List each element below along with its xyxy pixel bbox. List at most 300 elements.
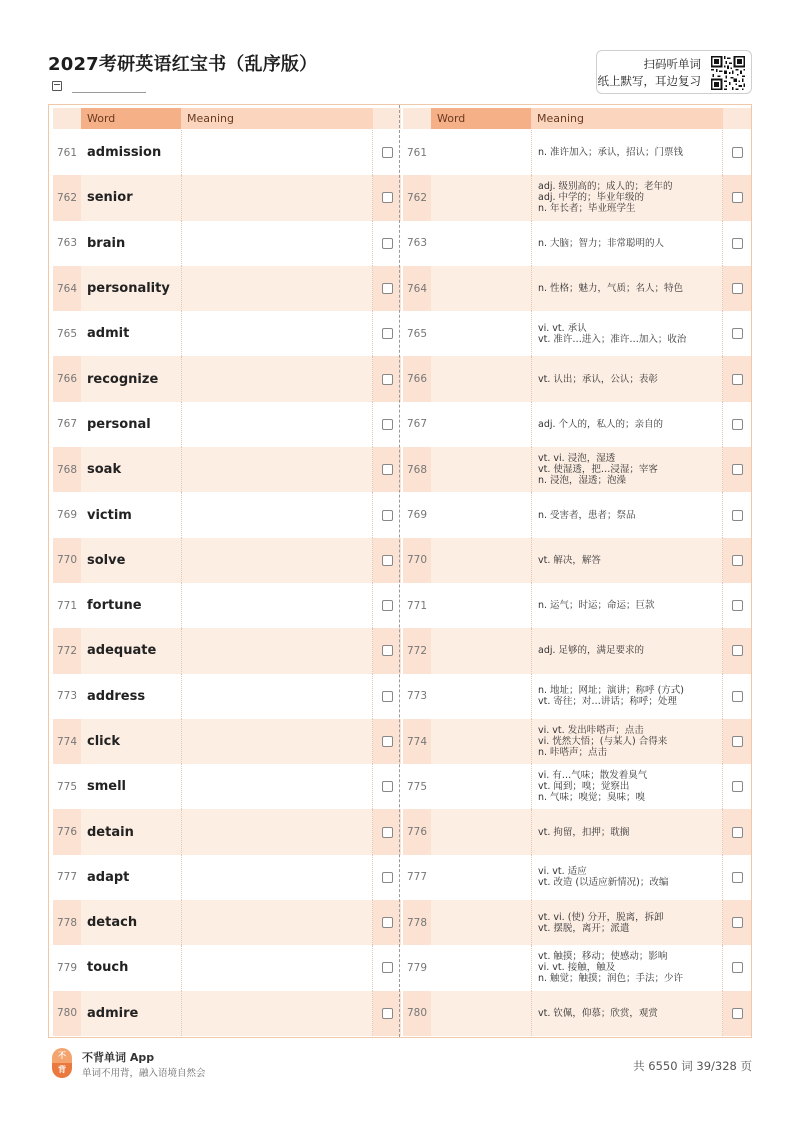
header-check-cell (723, 108, 751, 129)
row-checkbox-cell (373, 583, 401, 628)
word-blank (431, 991, 531, 1036)
row-number: 765 (406, 327, 428, 340)
meaning-blank (181, 583, 373, 628)
row-number: 763 (56, 237, 78, 250)
word-blank (431, 719, 531, 764)
table-row (53, 583, 401, 628)
meaning-line: n. 大脑；智力；非常聪明的人 (538, 237, 665, 249)
meaning-column-header (403, 108, 751, 129)
row-checkbox-cell (723, 356, 751, 401)
table-row (53, 266, 401, 311)
meaning-blank (181, 221, 373, 266)
meaning-text (531, 538, 723, 583)
header-word: Word (81, 108, 181, 129)
word-blank (431, 583, 531, 628)
meaning-blank (181, 809, 373, 854)
row-checkbox-cell (373, 945, 401, 990)
table-row (53, 764, 401, 809)
meaning-text (531, 719, 723, 764)
qr-line-1: 扫码听单词 (643, 57, 701, 71)
word-sheet (48, 104, 752, 1038)
word-text: fortune (87, 598, 142, 614)
row-number: 768 (403, 447, 431, 492)
word-blank (431, 130, 531, 175)
word-blank (431, 266, 531, 311)
table-row (403, 583, 751, 628)
meaning-line: vt. 准许…进入；准许…加入；收治 (538, 333, 687, 345)
row-number: 773 (56, 690, 78, 703)
table-row (53, 855, 401, 900)
meaning-line: adj. 个人的，私人的；亲自的 (538, 418, 664, 430)
meaning-line: adj. 中学的；毕业年级的 (538, 192, 645, 204)
checkbox[interactable] (382, 283, 393, 294)
word-blank (431, 492, 531, 537)
row-number: 771 (406, 599, 428, 612)
app-slogan: 单词不用背，融入语境自然会 (82, 1068, 206, 1079)
row-number: 780 (403, 991, 431, 1036)
qr-line-2: 纸上默写，耳边复习 (597, 74, 701, 88)
row-number: 770 (403, 538, 431, 583)
table-row (53, 175, 401, 220)
checkbox[interactable] (382, 238, 393, 249)
table-row (403, 130, 751, 175)
table-row (53, 628, 401, 673)
table-row (403, 175, 751, 220)
checkbox[interactable] (732, 781, 743, 792)
word-blank (431, 402, 531, 447)
meaning-line: n. 性格；魅力，气质；名人；特色 (538, 283, 684, 295)
meaning-text (531, 764, 723, 809)
checkbox[interactable] (732, 328, 743, 339)
word-text: solve (87, 552, 126, 568)
table-row (53, 900, 401, 945)
meaning-text (531, 628, 723, 673)
row-checkbox-cell (373, 538, 401, 583)
meaning-text (531, 809, 723, 854)
row-checkbox-cell (373, 402, 401, 447)
meaning-text (531, 356, 723, 401)
meaning-text (531, 175, 723, 220)
row-number: 771 (56, 599, 78, 612)
qr-code-icon[interactable] (711, 56, 745, 90)
meaning-line: n. 地址；网址；演讲；称呼 (方式) (538, 685, 684, 697)
meaning-line: n. 气味；嗅觉；臭味；嗅 (538, 792, 646, 804)
meaning-line: vt. 使湿透，把…浸湿；宰客 (538, 464, 658, 476)
row-number: 779 (406, 961, 428, 974)
table-row (403, 674, 751, 719)
row-checkbox-cell (373, 809, 401, 854)
meaning-line: vt. 认出；承认，公认；表彰 (538, 373, 658, 385)
checkbox[interactable] (382, 374, 393, 385)
meaning-blank (181, 900, 373, 945)
meaning-line: n. 运气；时运；命运；巨款 (538, 600, 655, 612)
meaning-blank (181, 991, 373, 1036)
meaning-text (531, 674, 723, 719)
row-checkbox-cell (373, 221, 401, 266)
word-column-header (53, 108, 401, 129)
table-row (403, 311, 751, 356)
row-number: 766 (403, 356, 431, 401)
checkbox[interactable] (382, 192, 393, 203)
meaning-line: vi. vt. 适应 (538, 866, 587, 878)
row-checkbox-cell (373, 311, 401, 356)
meaning-text (531, 945, 723, 990)
row-number: 780 (53, 991, 81, 1036)
row-checkbox-cell (723, 674, 751, 719)
checkbox[interactable] (732, 283, 743, 294)
meaning-line: vt. 解决，解答 (538, 554, 601, 566)
row-number: 769 (406, 509, 428, 522)
row-number: 764 (53, 266, 81, 311)
row-number: 776 (403, 809, 431, 854)
table-row (53, 945, 401, 990)
checkbox[interactable] (732, 736, 743, 747)
row-checkbox-cell (723, 447, 751, 492)
row-checkbox-cell (373, 628, 401, 673)
row-checkbox-cell (373, 719, 401, 764)
checkbox[interactable] (382, 510, 393, 521)
date-blank-line (72, 92, 146, 93)
row-checkbox-cell (723, 991, 751, 1036)
table-row (403, 402, 751, 447)
row-checkbox-cell (373, 764, 401, 809)
row-checkbox-cell (373, 130, 401, 175)
table-row (53, 402, 401, 447)
word-text: senior (87, 190, 133, 206)
table-row (403, 855, 751, 900)
meaning-line: vt. 拘留，扣押；耽搁 (538, 826, 630, 838)
checkbox[interactable] (732, 645, 743, 656)
meaning-line: vt. 摆脱，离开；派遣 (538, 922, 630, 934)
row-checkbox-cell (723, 855, 751, 900)
meaning-line: n. 触觉；触摸；润色；手法；少许 (538, 973, 684, 985)
meaning-text (531, 130, 723, 175)
meaning-line: vt. vi. 浸泡，湿透 (538, 453, 616, 465)
page-info: 共 6550 词 39/328 页 (633, 1059, 752, 1073)
table-row (53, 311, 401, 356)
row-number: 767 (56, 418, 78, 431)
word-blank (431, 311, 531, 356)
table-row (403, 719, 751, 764)
table-row (403, 221, 751, 266)
word-blank (431, 447, 531, 492)
meaning-text (531, 266, 723, 311)
word-text: soak (87, 462, 122, 478)
meaning-line: vt. 钦佩，仰慕；欣赏，观赏 (538, 1007, 658, 1019)
row-number: 778 (53, 900, 81, 945)
row-checkbox-cell (723, 538, 751, 583)
checkbox[interactable] (382, 419, 393, 430)
row-number: 777 (56, 871, 78, 884)
meaning-text (531, 311, 723, 356)
word-text: smell (87, 779, 127, 795)
meaning-blank (181, 311, 373, 356)
row-checkbox-cell (723, 583, 751, 628)
word-blank (431, 221, 531, 266)
table-row (53, 719, 401, 764)
checkbox[interactable] (732, 872, 743, 883)
meaning-text (531, 447, 723, 492)
meaning-line: adj. 级别高的；成人的；老年的 (538, 181, 673, 193)
meaning-blank (181, 628, 373, 673)
row-number: 761 (56, 146, 78, 159)
row-checkbox-cell (723, 809, 751, 854)
word-blank (431, 674, 531, 719)
meaning-rows (403, 130, 751, 1036)
table-row (403, 991, 751, 1036)
row-number: 764 (403, 266, 431, 311)
checkbox[interactable] (732, 555, 743, 566)
meaning-blank (181, 855, 373, 900)
meaning-column (403, 105, 751, 1037)
meaning-line: vi. vt. 发出咔嗒声；点击 (538, 725, 644, 736)
table-row (53, 991, 401, 1036)
meaning-blank (181, 764, 373, 809)
header-number-cell (403, 108, 431, 129)
table-row (403, 945, 751, 990)
checkbox[interactable] (732, 600, 743, 611)
checkbox[interactable] (382, 827, 393, 838)
row-checkbox-cell (723, 945, 751, 990)
checkbox[interactable] (732, 192, 743, 203)
checkbox[interactable] (382, 600, 393, 611)
app-logo (52, 1048, 72, 1078)
row-number: 767 (406, 418, 428, 431)
row-checkbox-cell (723, 764, 751, 809)
word-text: adapt (87, 869, 130, 885)
checkbox[interactable] (382, 781, 393, 792)
row-number: 770 (53, 538, 81, 583)
meaning-line: vt. 触摸；移动；使感动；影响 (538, 951, 668, 963)
table-row (403, 809, 751, 854)
meaning-blank (181, 674, 373, 719)
meaning-line: vt. 改造 (以适应新情况)；改编 (538, 877, 669, 889)
row-checkbox-cell (723, 175, 751, 220)
row-checkbox-cell (373, 900, 401, 945)
meaning-line: n. 浸泡，湿透；泡澡 (538, 475, 627, 487)
checkbox[interactable] (382, 962, 393, 973)
row-number: 765 (56, 327, 78, 340)
word-text: address (87, 688, 146, 704)
row-checkbox-cell (373, 492, 401, 537)
meaning-line: vi. vt. 承认 (538, 322, 587, 334)
table-row (403, 628, 751, 673)
table-row (53, 356, 401, 401)
logo-top: 不 (52, 1048, 72, 1063)
meaning-line: vi. 恍然大悟；(与某人) 合得来 (538, 736, 668, 747)
checkbox[interactable] (732, 464, 743, 475)
row-number: 779 (56, 961, 78, 974)
table-row (53, 538, 401, 583)
meaning-blank (181, 266, 373, 311)
row-number: 778 (403, 900, 431, 945)
word-text: admire (87, 1005, 139, 1021)
meaning-line: vi. vt. 接触，触及 (538, 962, 616, 974)
checkbox[interactable] (732, 917, 743, 928)
word-text: detain (87, 824, 134, 840)
row-number: 776 (53, 809, 81, 854)
word-blank (431, 900, 531, 945)
meaning-blank (181, 447, 373, 492)
word-blank (431, 855, 531, 900)
row-checkbox-cell (373, 991, 401, 1036)
meaning-line: adj. 足够的，满足要求的 (538, 645, 645, 657)
checkbox[interactable] (732, 374, 743, 385)
row-checkbox-cell (373, 356, 401, 401)
checkbox[interactable] (732, 238, 743, 249)
meaning-text (531, 402, 723, 447)
row-checkbox-cell (723, 900, 751, 945)
word-blank (431, 945, 531, 990)
meaning-line: vt. vi. (使) 分开，脱离，拆卸 (538, 911, 664, 923)
meaning-text (531, 900, 723, 945)
calendar-icon (52, 81, 62, 91)
checkbox[interactable] (732, 827, 743, 838)
row-number: 761 (406, 146, 428, 159)
header-check-cell (373, 108, 401, 129)
header-word: Word (431, 108, 531, 129)
checkbox[interactable] (382, 872, 393, 883)
checkbox[interactable] (732, 510, 743, 521)
row-checkbox-cell (373, 266, 401, 311)
header-meaning: Meaning (531, 108, 723, 129)
row-number: 762 (403, 175, 431, 220)
fold-divider (399, 105, 400, 1037)
meaning-text (531, 492, 723, 537)
word-text: admit (87, 326, 130, 342)
word-blank (431, 175, 531, 220)
meaning-blank (181, 356, 373, 401)
meaning-blank (181, 538, 373, 583)
meaning-text (531, 221, 723, 266)
table-row (403, 900, 751, 945)
word-blank (431, 809, 531, 854)
table-row (403, 764, 751, 809)
meaning-line: n. 年长者；毕业班学生 (538, 203, 636, 215)
checkbox[interactable] (382, 691, 393, 702)
row-number: 777 (406, 871, 428, 884)
row-checkbox-cell (373, 175, 401, 220)
table-row (53, 674, 401, 719)
app-name: 不背单词 App (82, 1051, 155, 1064)
row-number: 766 (53, 356, 81, 401)
meaning-text (531, 991, 723, 1036)
checkbox[interactable] (732, 1008, 743, 1019)
checkbox[interactable] (382, 464, 393, 475)
meaning-line: n. 咔嗒声；点击 (538, 747, 608, 758)
checkbox[interactable] (382, 1008, 393, 1019)
row-number: 762 (53, 175, 81, 220)
word-text: adequate (87, 643, 157, 659)
row-number: 774 (53, 719, 81, 764)
checkbox[interactable] (732, 147, 743, 158)
word-rows (53, 130, 401, 1036)
table-row (403, 356, 751, 401)
row-checkbox-cell (723, 311, 751, 356)
row-number: 768 (53, 447, 81, 492)
qr-caption (598, 56, 702, 90)
meaning-blank (181, 492, 373, 537)
table-row (403, 266, 751, 311)
meaning-line: vt. 寄往；对…讲话；称呼；处理 (538, 696, 677, 708)
word-text: click (87, 734, 120, 749)
row-checkbox-cell (723, 130, 751, 175)
row-number: 772 (403, 628, 431, 673)
header-number-cell (53, 108, 81, 129)
word-blank (431, 628, 531, 673)
checkbox[interactable] (382, 147, 393, 158)
word-text: victim (87, 507, 132, 523)
row-number: 773 (406, 690, 428, 703)
word-column (53, 105, 401, 1037)
word-blank (431, 538, 531, 583)
table-row (53, 492, 401, 537)
meaning-text (531, 583, 723, 628)
meaning-blank (181, 130, 373, 175)
row-number: 769 (56, 509, 78, 522)
table-row (53, 809, 401, 854)
header-meaning: Meaning (181, 108, 373, 129)
meaning-blank (181, 402, 373, 447)
page-title: 2027考研英语红宝书（乱序版） (48, 54, 318, 75)
table-row (403, 447, 751, 492)
checkbox[interactable] (382, 645, 393, 656)
word-text: touch (87, 960, 129, 976)
word-text: brain (87, 235, 126, 251)
row-checkbox-cell (373, 674, 401, 719)
checkbox[interactable] (732, 962, 743, 973)
table-row (53, 221, 401, 266)
logo-bottom: 背 (52, 1063, 72, 1078)
row-checkbox-cell (373, 855, 401, 900)
row-number: 772 (53, 628, 81, 673)
word-text: admission (87, 145, 162, 161)
table-row (403, 538, 751, 583)
table-row (403, 492, 751, 537)
word-text: personal (87, 416, 151, 432)
date-field (52, 80, 152, 94)
row-number: 775 (56, 780, 78, 793)
word-text: recognize (87, 371, 159, 387)
row-checkbox-cell (723, 221, 751, 266)
checkbox[interactable] (382, 328, 393, 339)
checkbox[interactable] (732, 419, 743, 430)
meaning-blank (181, 175, 373, 220)
row-checkbox-cell (373, 447, 401, 492)
table-row (53, 447, 401, 492)
qr-panel (596, 50, 752, 94)
meaning-line: n. 准许加入；承认，招认；门票钱 (538, 147, 684, 159)
table-row (53, 130, 401, 175)
meaning-blank (181, 945, 373, 990)
checkbox[interactable] (382, 555, 393, 566)
word-text: detach (87, 915, 138, 931)
word-text: personality (87, 281, 170, 297)
checkbox[interactable] (732, 691, 743, 702)
meaning-blank (181, 719, 373, 764)
checkbox[interactable] (382, 917, 393, 928)
meaning-line: n. 受害者，患者；祭品 (538, 509, 636, 521)
row-number: 774 (403, 719, 431, 764)
checkbox[interactable] (382, 736, 393, 747)
word-blank (431, 356, 531, 401)
row-checkbox-cell (723, 719, 751, 764)
meaning-line: vt. 闻到；嗅；觉察出 (538, 781, 630, 793)
row-checkbox-cell (723, 492, 751, 537)
row-number: 763 (406, 237, 428, 250)
row-checkbox-cell (723, 628, 751, 673)
row-checkbox-cell (723, 402, 751, 447)
